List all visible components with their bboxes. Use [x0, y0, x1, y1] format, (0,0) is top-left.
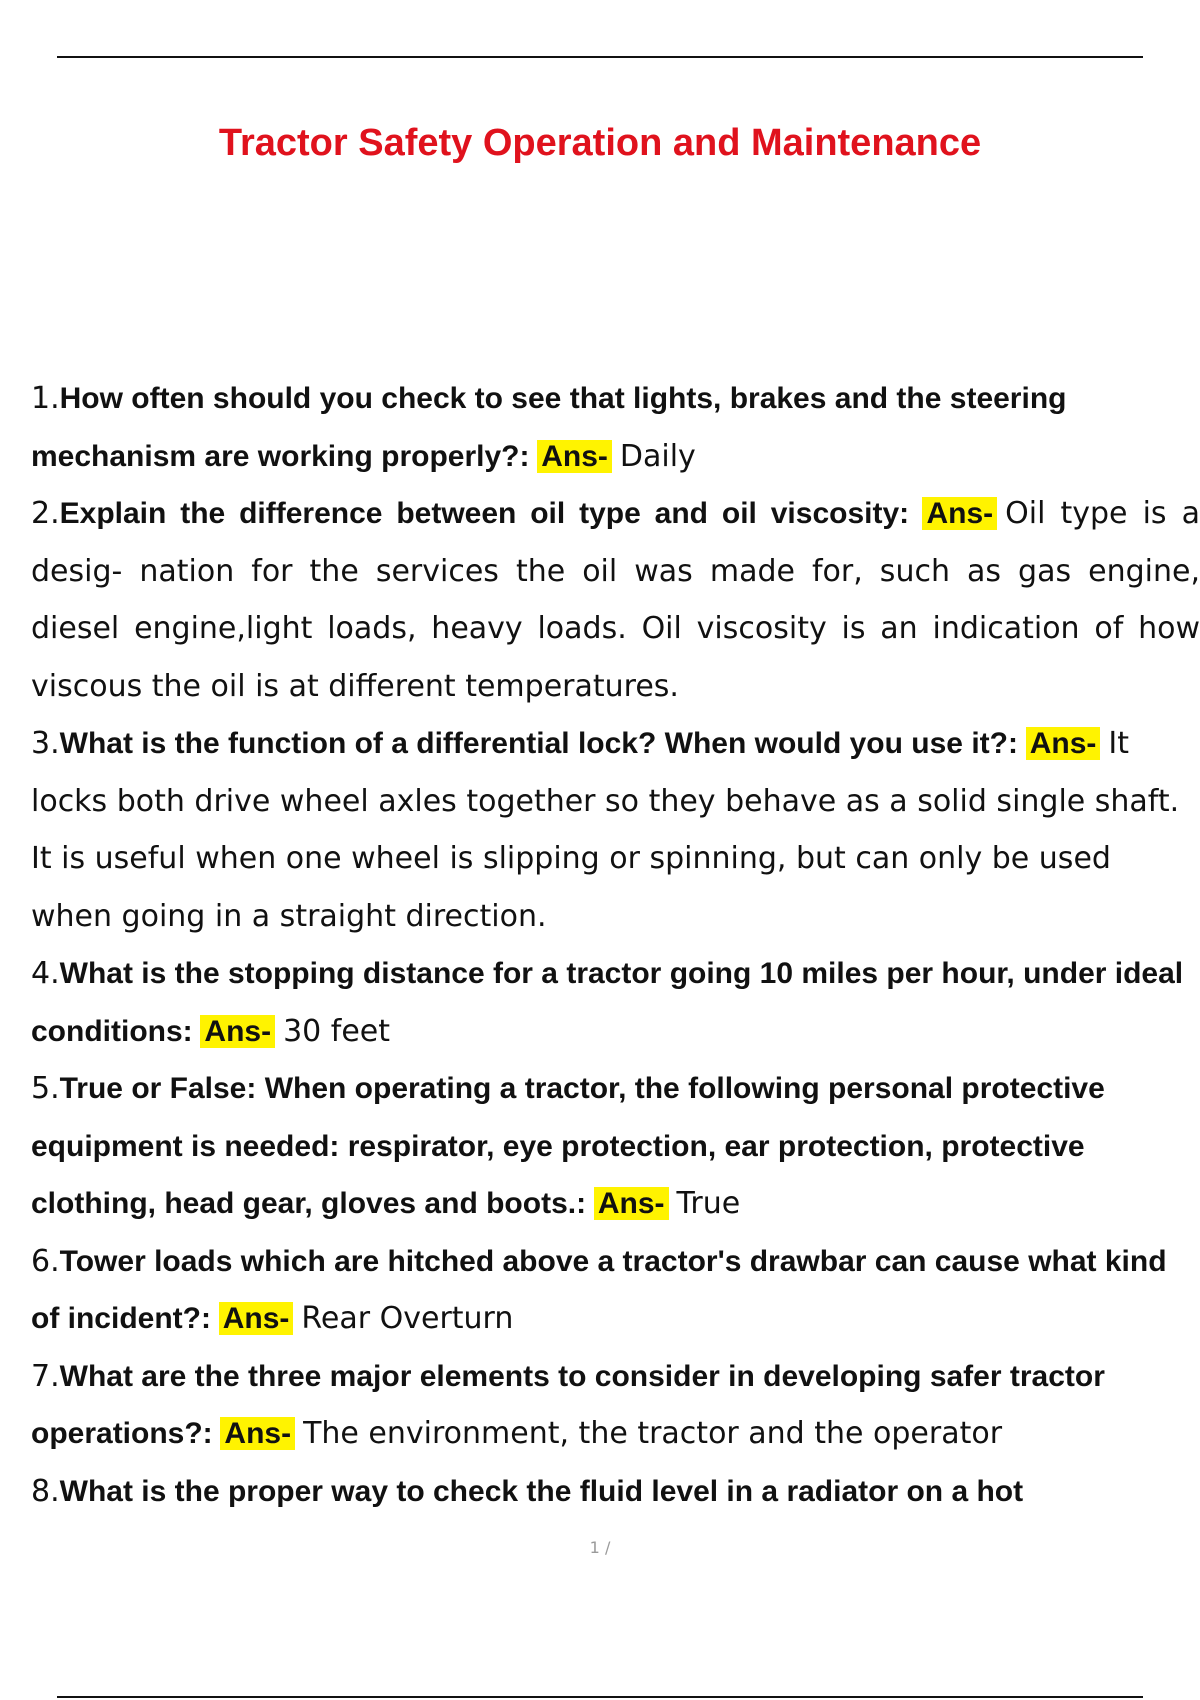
answer-text: Oil type is a desig- nation for the services the oil was made for, such as gas engine, diesel engine,light loads, heavy loads. Oil viscosity is an indication of how viscous the oil is at different temperatures.: [31, 496, 1200, 704]
answer-text: Daily: [619, 438, 696, 474]
top-rule: [57, 56, 1143, 58]
answer-text: It locks both drive wheel axles together so they behave as a solid single shaft. It is useful when one wheel is slipping or spinning, but can only be used when going in a straight direction.: [31, 726, 1180, 934]
page-number: 1 /: [589, 1538, 611, 1557]
qa-item-4: [31, 945, 1200, 1060]
question-text: What is the stopping distance for a tractor going 10 miles per hour, under ideal conditions:: [31, 957, 1184, 1048]
answer-marker: Ans-: [219, 1302, 294, 1335]
bottom-rule: [57, 1696, 1143, 1698]
answer-marker: Ans-: [1026, 727, 1101, 760]
qa-item-1: [31, 370, 1200, 485]
question-text: True or False: When operating a tractor, the following personal protective equipment is needed: respirator, eye protection, ear protection, protective clothing, head gear, gloves and boots.:: [31, 1072, 1105, 1220]
answer-text: Rear Overturn: [301, 1301, 514, 1336]
qa-list: [31, 370, 1200, 1520]
question-number: 7.: [31, 1358, 60, 1394]
answer-marker: Ans-: [537, 440, 612, 473]
question-text: What is the proper way to check the fluid level in a radiator on a hot: [59, 1474, 1024, 1508]
answer-text: The environment, the tractor and the operator: [303, 1416, 1003, 1451]
answer-marker: Ans-: [594, 1187, 669, 1220]
qa-item-5: [31, 1060, 1200, 1233]
answer-marker: Ans-: [922, 497, 997, 530]
question-number: 4.: [31, 956, 60, 991]
qa-item-2: [31, 485, 1200, 715]
qa-item-8: [31, 1463, 1200, 1521]
question-text: What is the function of a differential lock? When would you use it?:: [59, 727, 1018, 760]
document-title: Tractor Safety Operation and Maintenance: [218, 122, 982, 164]
question-number: 1.: [31, 381, 60, 416]
answer-text: True: [676, 1186, 741, 1221]
qa-item-7: [31, 1348, 1200, 1463]
question-text: Tower loads which are hitched above a tractor's drawbar can cause what kind of incident?:: [31, 1244, 1167, 1335]
qa-item-3: [31, 715, 1200, 945]
question-number: 6.: [31, 1243, 60, 1279]
question-number: 8.: [31, 1473, 60, 1509]
qa-item-6: [31, 1233, 1200, 1348]
question-text: Explain the difference between oil type and oil viscosity:: [59, 497, 910, 530]
answer-marker: Ans-: [200, 1015, 275, 1048]
question-text: How often should you check to see that lights, brakes and the steering mechanism are working properly?:: [31, 382, 1067, 473]
question-number: 5.: [31, 1071, 60, 1106]
answer-text: 30 feet: [283, 1013, 391, 1049]
question-number: 3.: [31, 726, 60, 761]
question-text: What are the three major elements to consider in developing safer tractor operations?:: [31, 1359, 1105, 1450]
question-number: 2.: [31, 496, 60, 531]
answer-marker: Ans-: [220, 1417, 295, 1450]
